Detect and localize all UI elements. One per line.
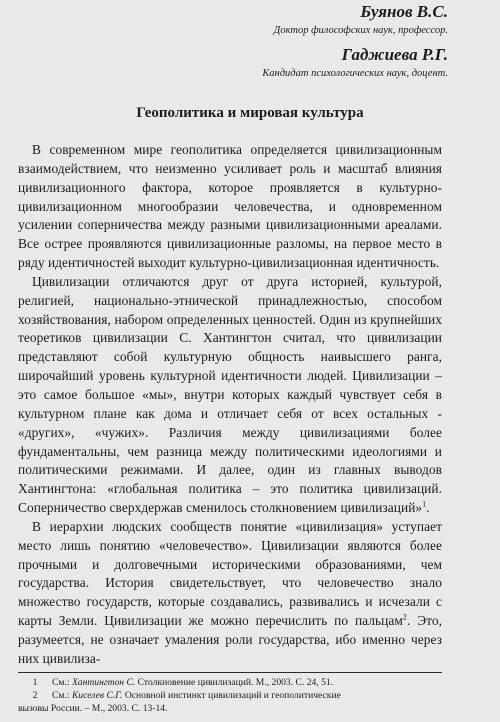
footnote-number: 2: [32, 690, 38, 701]
footnote-separator: [18, 672, 442, 673]
author-title: Доктор философских наук, профессор.: [273, 25, 448, 36]
footnote-author: Киселев С.Г.: [71, 690, 123, 701]
footnote-number: 1: [32, 677, 38, 688]
article-title: Геополитика и мировая культура: [136, 105, 364, 121]
author-title: Кандидат психологических наук, доцент.: [262, 68, 448, 79]
author-block: [274, 2, 448, 37]
footnote-mark: 2: [402, 612, 407, 622]
footnote: 1 См.: Хантингтон С. Столкновение цивилизаций. М., 2003. С. 24, 51.: [18, 676, 442, 689]
author-name: Буянов В.С.: [360, 2, 448, 21]
author-block: [262, 45, 448, 80]
article-body: [18, 141, 442, 669]
paragraph: В современном мире геополитика определяется цивилизационным взаимодействием, что неизменно усиливает роль и масштаб влияния цивилизационного фактора, которое проявляется в культурно-цивилизационном многообразии человечества, и одновременном усилении соперничества между разными цивилизационными ареалами. Все острее проявляются цивилизационные разломы, на первое место в ряду идентичностей выходит культурно-цивилизационная идентичность.: [18, 142, 442, 271]
footnote-author: Хантингтон С.: [71, 677, 136, 688]
footnote: 2 См.: Киселев С.Г. Основной инстинкт цивилизаций и геополитические вызовы России. – М., 2003. С. 13-14.: [18, 689, 442, 715]
footnote-continuation: вызовы России. – М., 2003. С. 13-14.: [18, 703, 168, 714]
footnote-mark: 1: [422, 499, 427, 509]
paragraph: Цивилизации отличаются друг от друга историей, культурой, религией, национально-этнической принадлежностью, способом хозяйствования, набором определенных ценностей. Один из крупнейших теоретиков цивилизации С. Хантингтон считал, что цивилизации представляют собой культурную общность наивысшего ранга, широчайший уровень культурной идентичности людей. Цивилизации – это самое большое «мы», внутри которых каждый чувствует себя в культурном плане как дома и отличает себя от всех остальных - «других», «чужих». Различия между цивилизациями более фундаментальны, чем разница между политическими идеологиями и политическими режимами. И далее, один из главных выводов Хантингтона: «глобальная политика – это политика цивилизаций. Соперничество сверхдержав сменилось столкновением цивилизаций»$^1$.: [18, 273, 442, 516]
author-name: Гаджиева Р.Г.: [341, 45, 448, 64]
paragraph: В иерархии людских сообществ понятие «цивилизация» уступает место лишь понятию «человечество». Цивилизации являются более прочными и долговечными историческими образованиями, чем государства. История свидетельствует, что человечество знало множество государств, которые создавались, развивались и исчезали с карты Земли. Цивилизации же можно перечислить по пальцам$^2$. Это, разумеется, не означает умаления роли государства, ибо именно через них цивилиза-: [18, 518, 442, 666]
